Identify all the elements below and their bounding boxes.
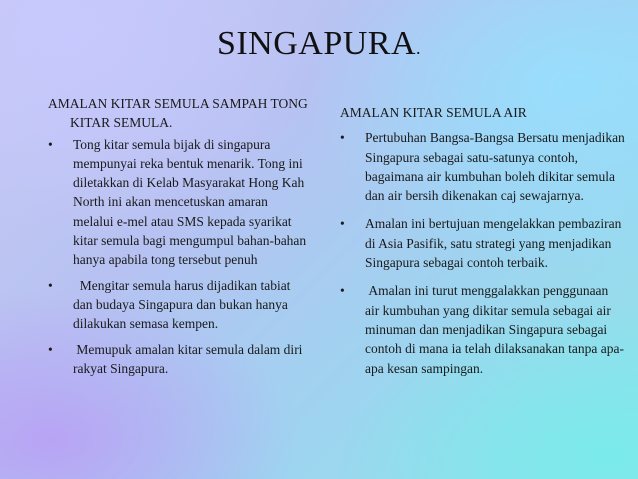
list-item-text: Memupuk amalan kitar semula dalam diri rakyat Singapura. (73, 341, 306, 376)
list-item-text: Amalan ini bertujuan mengelakkan pembaziran di Asia Pasifik, satu strategi yang menjadikan Singapura sebagai contoh terbaik. (365, 216, 625, 271)
list-item (340, 214, 625, 272)
bullet-icon: • (48, 341, 53, 357)
list-item (48, 135, 310, 270)
list-item-text: Amalan ini turut menggalakkan penggunaan air kumbuhan yang dikitar semula sebagai air minuman dan menjadikan Singapura sebagai contoh di mana ia telah dilaksanakan tanpa apa-apa kesan sampingan. (365, 283, 625, 376)
slide-title-period: . (416, 38, 422, 58)
list-item (48, 276, 310, 334)
right-column-heading: AMALAN KITAR SEMULA AIR (340, 105, 527, 120)
list-item (340, 281, 625, 377)
right-bullet-list (340, 128, 629, 378)
right-column (340, 103, 629, 387)
list-item-text: Pertubuhan Bangsa-Bangsa Bersatu menjadikan Singapura sebagai satu-satunya contoh, bagaimana air kumbuhan boleh dikitar semula dan air bersih dikenakan caj sewajarnya. (365, 130, 629, 204)
bullet-icon: • (340, 283, 345, 299)
slide-title (0, 24, 638, 68)
left-column (48, 94, 310, 384)
bullet-icon: • (340, 216, 345, 232)
slide-title-text: SINGAPURA (216, 25, 417, 62)
list-item-text: Tong kitar semula bijak di singapura mempunyai reka bentuk menarik. Tong ini diletakkan di Kelab Masyarakat Hong Kah North ini akan mencetuskan amaran melalui e-mel atau SMS kepada syarikat kitar semula bagi mengumpul bahan-bahan hanya apabila tong tersebut penuh (73, 136, 310, 268)
left-column-heading: AMALAN KITAR SEMULA SAMPAH TONG KITAR SEMULA. (48, 96, 308, 131)
bullet-icon: • (340, 130, 345, 146)
list-item-text: Mengitar semula harus dijadikan tabiat dan budaya Singapura dan bukan hanya dilakukan semasa kempen. (73, 277, 294, 332)
bullet-icon: • (48, 136, 53, 152)
list-item (48, 340, 310, 379)
left-bullet-list (48, 135, 310, 379)
bullet-icon: • (48, 277, 53, 293)
list-item (340, 128, 629, 205)
